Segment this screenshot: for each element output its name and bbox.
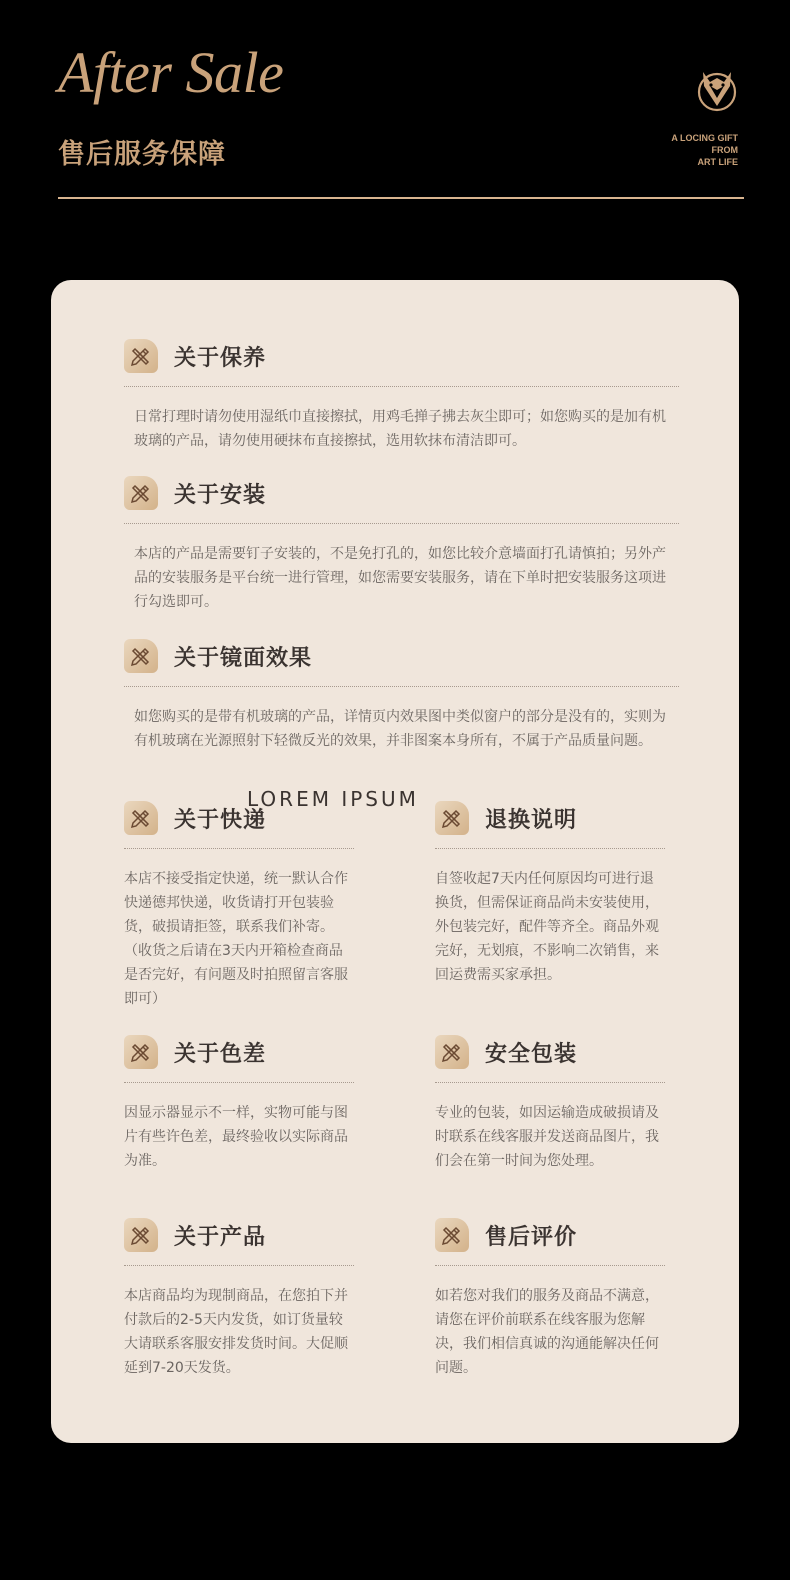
section-product: [124, 1217, 354, 1380]
section-maintenance: [124, 338, 679, 453]
section-divider: [124, 386, 679, 387]
section-body: 自签收起7天内任何原因均可进行退换货，但需保证商品尚未安装使用，外包装完好，配件等齐全。商品外观完好，无划痕，不影响二次销售，来回运费需买家承担。: [435, 871, 659, 983]
pencil-ruler-icon: [124, 339, 158, 373]
section-review: [435, 1217, 665, 1380]
section-divider: [124, 1265, 354, 1266]
brand-line: A LOCING GIFT: [671, 133, 738, 143]
section-body: 因显示器显示不一样，实物可能与图片有些许色差，最终验收以实际商品为准。: [124, 1105, 348, 1169]
header-divider: [58, 197, 744, 199]
section-body: 日常打理时请勿使用湿纸巾直接擦拭，用鸡毛掸子拂去灰尘即可；如您购买的是加有机玻璃的产品，请勿使用硬抹布直接擦拭，选用软抹布清洁即可。: [134, 409, 666, 449]
section-divider: [124, 523, 679, 524]
section-body: 如您购买的是带有机玻璃的产品，详情页内效果图中类似窗户的部分是没有的，实则为有机玻璃在光源照射下轻微反光的效果，并非图案本身所有，不属于产品质量问题。: [134, 709, 666, 749]
section-divider: [124, 686, 679, 687]
fox-logo-icon: [696, 68, 738, 112]
section-divider: [124, 848, 354, 849]
pencil-ruler-icon: [124, 801, 158, 835]
pencil-ruler-icon: [435, 1035, 469, 1069]
section-divider: [124, 1082, 354, 1083]
page-title: After Sale: [58, 40, 284, 105]
section-title: 关于镜面效果: [174, 645, 313, 671]
section-title: 关于产品: [174, 1224, 267, 1250]
section-body: 本店不接受指定快递，统一默认合作快递德邦快递，收货请打开包装验货，破损请拒签，联系我们补寄。（收货之后请在3天内开箱检查商品是否完好，有问题及时拍照留言客服即可）: [124, 871, 348, 1007]
overlay-placeholder-text: LOREM IPSUM: [247, 787, 419, 811]
section-title: 关于安装: [174, 482, 267, 508]
section-color-difference: [124, 1034, 354, 1173]
pencil-ruler-icon: [124, 1035, 158, 1069]
section-delivery: [124, 800, 354, 1011]
section-divider: [435, 1265, 665, 1266]
pencil-ruler-icon: [124, 1218, 158, 1252]
brand-line: ART LIFE: [697, 157, 738, 167]
section-title: 安全包装: [485, 1041, 578, 1067]
section-body: 本店的产品是需要钉子安装的，不是免打孔的，如您比较介意墙面打孔请慎拍；另外产品的安装服务是平台统一进行管理，如您需要安装服务，请在下单时把安装服务这项进行勾选即可。: [134, 546, 666, 610]
section-title: 关于快递: [174, 807, 267, 833]
section-installation: [124, 475, 679, 614]
pencil-ruler-icon: [435, 801, 469, 835]
section-title: 退换说明: [485, 807, 578, 833]
section-divider: [435, 1082, 665, 1083]
after-sale-card: [51, 280, 739, 1443]
section-body: 如若您对我们的服务及商品不满意，请您在评价前联系在线客服为您解决，我们相信真诚的沟通能解决任何问题。: [435, 1288, 659, 1376]
section-title: 关于保养: [174, 345, 267, 371]
section-title: 售后评价: [485, 1224, 578, 1250]
brand-tagline: [671, 132, 738, 168]
section-body: 专业的包装，如因运输造成破损请及时联系在线客服并发送商品图片，我们会在第一时间为您处理。: [435, 1105, 659, 1169]
brand-line: FROM: [711, 145, 738, 155]
section-mirror-effect: [124, 638, 679, 753]
section-divider: [435, 848, 665, 849]
page-subtitle: 售后服务保障: [58, 139, 226, 170]
pencil-ruler-icon: [435, 1218, 469, 1252]
section-title: 关于色差: [174, 1041, 267, 1067]
section-body: 本店商品均为现制商品，在您拍下并付款后的2-5天内发货，如订货量较大请联系客服安排发货时间。大促顺延到7-20天发货。: [124, 1288, 348, 1376]
pencil-ruler-icon: [124, 639, 158, 673]
section-safe-packaging: [435, 1034, 665, 1173]
section-returns: [435, 800, 665, 987]
pencil-ruler-icon: [124, 476, 158, 510]
